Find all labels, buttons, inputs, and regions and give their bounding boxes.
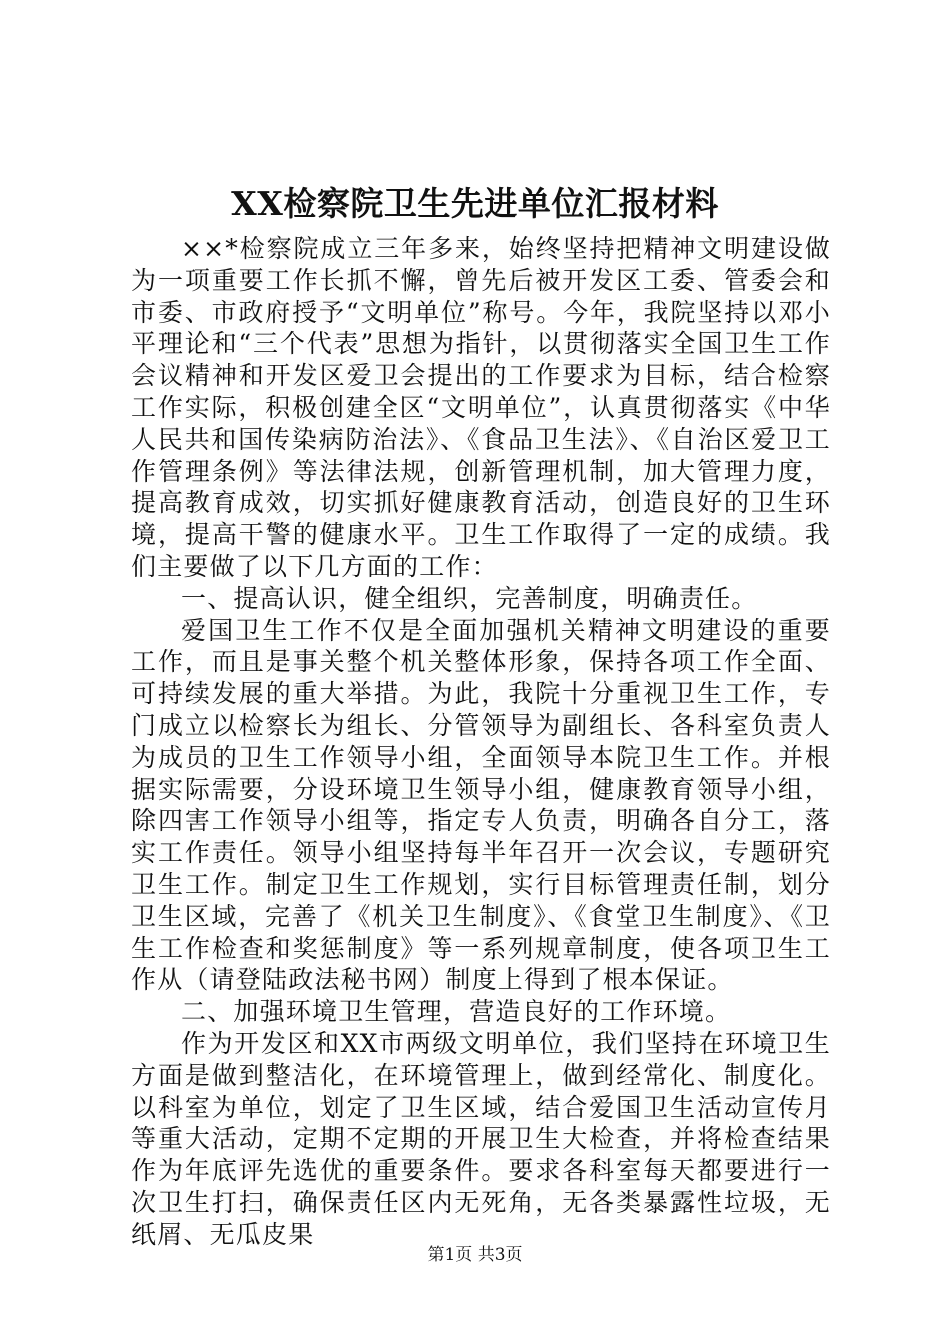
section-heading-2: 二、加强环境卫生管理，营造良好的工作环境。 <box>181 997 732 1027</box>
paragraph-intro: ××*检察院成立三年多来，始终坚持把精神文明建设做为一项重要工作长抓不懈，曾先后被开发区工委、管委会和市委、市政府授予“文明单位”称号。今年，我院坚持以邓小平理论和“三个代表”思想为指针，以贯彻落实全国卫生工作会议精神和开发区爱卫会提出的工作要求为目标，结合检察工作实际，积极创建全区“文明单位”，认真贯彻落实《中华人民共和国传染病防治法》、《食品卫生法》、《自治区爱卫工作管理条例》等法律法规，创新管理机制，加大管理力度，提高教育成效，切实抓好健康教育活动，创造良好的卫生环境，提高干警的健康水平。卫生工作取得了一定的成绩。我们主要做了以下几方面的工作： <box>131 234 831 581</box>
page-number-footer: 第1页 共3页 <box>427 1245 523 1265</box>
paragraph-section-2: 作为开发区和XX市两级文明单位，我们坚持在环境卫生方面是做到整洁化，在环境管理上，做到经常化、制度化。以科室为单位，划定了卫生区域，结合爱国卫生活动宣传月等重大活动，定期不定期的开展卫生大检查，并将检查结果作为年底评先选优的重要条件。要求各科室每天都要进行一次卫生打扫，确保责任区内无死角，无各类暴露性垃圾，无纸屑、无瓜皮果 <box>131 1028 831 1249</box>
paragraph-section-1: 爱国卫生工作不仅是全面加强机关精神文明建设的重要工作，而且是事关整个机关整体形象，保持各项工作全面、可持续发展的重大举措。为此，我院十分重视卫生工作，专门成立以检察长为组长、分管领导为副组长、各科室负责人为成员的卫生工作领导小组，全面领导本院卫生工作。并根据实际需要，分设环境卫生领导小组，健康教育领导小组，除四害工作领导小组等，指定专人负责，明确各自分工，落实工作责任。领导小组坚持每半年召开一次会议，专题研究卫生工作。制定卫生工作规划，实行目标管理责任制，划分卫生区域，完善了《机关卫生制度》、《食堂卫生制度》、《卫生工作检查和奖惩制度》等一系列规章制度，使各项卫生工作从（请登陆政法秘书网）制度上得到了根本保证。 <box>131 615 831 995</box>
section-heading-1: 一、提高认识，健全组织，完善制度，明确责任。 <box>181 583 758 613</box>
document-body <box>131 233 831 1251</box>
document-title: XX检察院卫生先进单位汇报材料 <box>231 184 719 223</box>
